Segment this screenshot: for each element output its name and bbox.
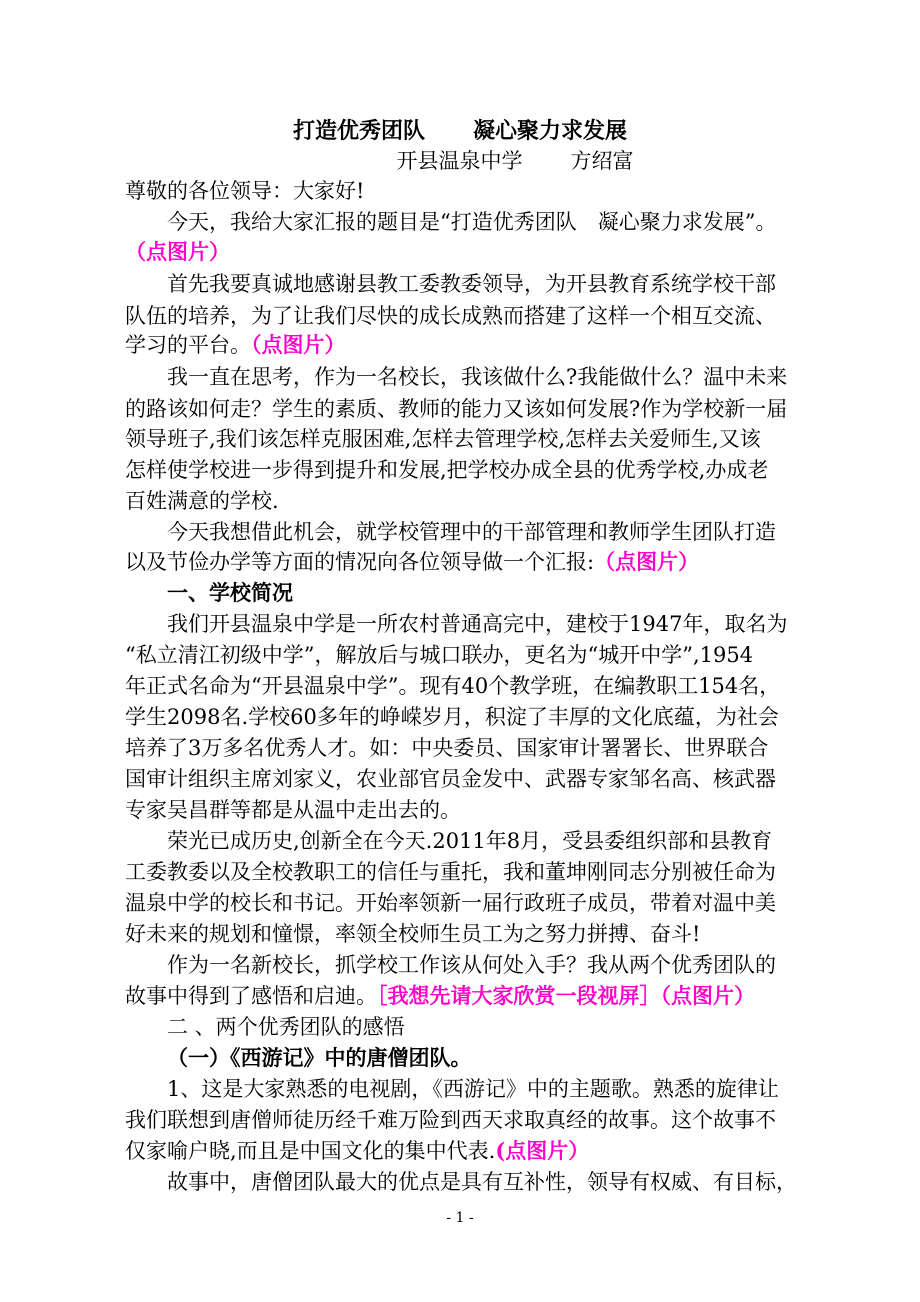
page-number: - 1 -	[446, 1210, 474, 1226]
line-text: 怎样使学校进一步得到提升和发展,把学校办成全县的优秀学校,办成老	[125, 458, 769, 482]
line-text: 队伍的培养，为了让我们尽快的成长成熟而搭建了这样一个相互交流、	[125, 304, 776, 328]
line-text: 二 、两个优秀团队的感悟	[167, 1015, 405, 1039]
text-line	[167, 269, 776, 299]
text-line	[125, 330, 346, 360]
line-text: 荣光已成历史,创新全在今天.2011年8月，受县委组织部和县教育	[167, 829, 773, 853]
document-title	[0, 114, 920, 145]
text-line	[167, 517, 776, 547]
title-right: 凝心聚力求发展	[473, 119, 628, 144]
line-text: 作为一名新校长，抓学校工作该从何处入手？我从两个优秀团队的	[167, 953, 776, 977]
line-text: 今天，我给大家汇报的题目是“打造优秀团队 凝心聚力求发展”。	[167, 210, 777, 234]
text-line	[125, 1105, 776, 1135]
text-line	[125, 888, 776, 918]
line-text: 仅家喻户晓,而且是中国文化的集中代表.	[125, 1139, 496, 1163]
text-line	[125, 176, 364, 206]
click-image-note: （点图片）	[594, 549, 700, 574]
text-line	[125, 640, 753, 670]
line-text: 故事中得到了感悟和启迪。	[125, 984, 377, 1008]
line-text: 专家吴昌群等都是从温中走出去的。	[125, 798, 461, 822]
text-line	[125, 547, 699, 577]
text-line	[125, 981, 755, 1011]
text-line	[125, 702, 779, 732]
line-text: 首先我要真诚地感谢县教工委教委领导，为开县教育系统学校干部	[167, 272, 776, 296]
text-line	[125, 237, 230, 267]
text-line	[125, 301, 776, 331]
line-text: 尊敬的各位领导：大家好!	[125, 179, 365, 203]
text-line	[125, 919, 700, 949]
text-line	[125, 795, 461, 825]
text-line	[125, 455, 768, 485]
line-text: 学习的平台。	[125, 333, 251, 357]
line-text: “私立清江初级中学”，解放后与城口联办，更名为“城开中学”,1954	[125, 643, 754, 667]
text-line	[167, 362, 787, 392]
line-text: 我们开县温泉中学是一所农村普通高完中，建校于1947年，取名为	[167, 612, 788, 636]
line-text: 我们联想到唐僧师徒历经千难万险到西天求取真经的故事。这个故事不	[125, 1108, 776, 1132]
text-line	[125, 857, 776, 887]
text-line	[125, 394, 787, 424]
text-line	[125, 733, 768, 763]
text-line	[167, 826, 772, 856]
subtitle-school: 开县温泉中学	[396, 149, 523, 173]
line-text: 学生2098名.学校60多年的峥嵘岁月，积淀了丰厚的文化底蕴，为社会	[125, 705, 779, 729]
subtitle-author: 方绍富	[570, 149, 634, 173]
click-image-note: （点图片）	[125, 239, 230, 264]
text-line	[167, 609, 787, 639]
line-text: 国审计组织主席刘家义，农业部官员金发中、武器专家邹名高、核武器	[125, 767, 776, 791]
text-line	[167, 1074, 779, 1104]
line-text: 温泉中学的校长和书记。开始率领新一届行政班子成员，带着对温中美	[125, 891, 776, 915]
line-text: 好未来的规划和憧憬，率领全校师生员工为之努力拼搏、奋斗!	[125, 922, 701, 946]
text-line	[167, 1167, 797, 1197]
document-subtitle	[0, 145, 920, 175]
title-left: 打造优秀团队	[292, 119, 425, 144]
line-text: 工委教委以及全校教职工的信任与重托，我和董坤刚同志分别被任命为	[125, 860, 776, 884]
text-line	[125, 1136, 589, 1166]
click-image-note: （点图片）	[251, 332, 346, 357]
text-line	[167, 1012, 405, 1042]
line-text: 我一直在思考，作为一名校长，我该做什么?我能做什么？温中未来	[167, 365, 788, 389]
line-text: 年正式名命为“开县温泉中学”。现有40个教学班，在编教职工154名，	[125, 674, 781, 698]
click-image-note: (点图片）	[495, 1138, 590, 1163]
section-heading: 一、学校简况	[167, 580, 293, 605]
text-line	[167, 578, 293, 608]
line-text: 领导班子,我们该怎样克服困难,怎样去管理学校,怎样去关爱师生,又该	[125, 427, 761, 451]
text-line	[125, 764, 776, 794]
line-text: 今天我想借此机会，就学校管理中的干部管理和教师学生团队打造	[167, 520, 776, 544]
line-text: 的路该如何走？学生的素质、教师的能力又该如何发展?作为学校新一届	[125, 397, 788, 421]
text-line	[167, 1043, 472, 1073]
click-image-note: ［我想先请大家欣赏一段视屏］（点图片）	[377, 983, 755, 1008]
text-line	[167, 207, 776, 237]
line-text: 培养了3万多名优秀人才。如：中央委员、国家审计署署长、世界联合	[125, 736, 769, 760]
text-line	[125, 424, 761, 454]
text-line	[125, 671, 780, 701]
text-line	[167, 950, 776, 980]
line-text: 以及节俭办学等方面的情况向各位领导做一个汇报:	[125, 550, 595, 574]
section-heading: （一）《西游记》中的唐僧团队。	[167, 1045, 472, 1070]
line-text: 百姓满意的学校.	[125, 489, 279, 513]
line-text: 故事中，唐僧团队最大的优点是具有互补性，领导有权威、有目标，	[167, 1170, 797, 1194]
line-text: 1、这是大家熟悉的电视剧，《西游记》中的主题歌。熟悉的旋律让	[167, 1077, 779, 1101]
text-line	[125, 486, 279, 516]
